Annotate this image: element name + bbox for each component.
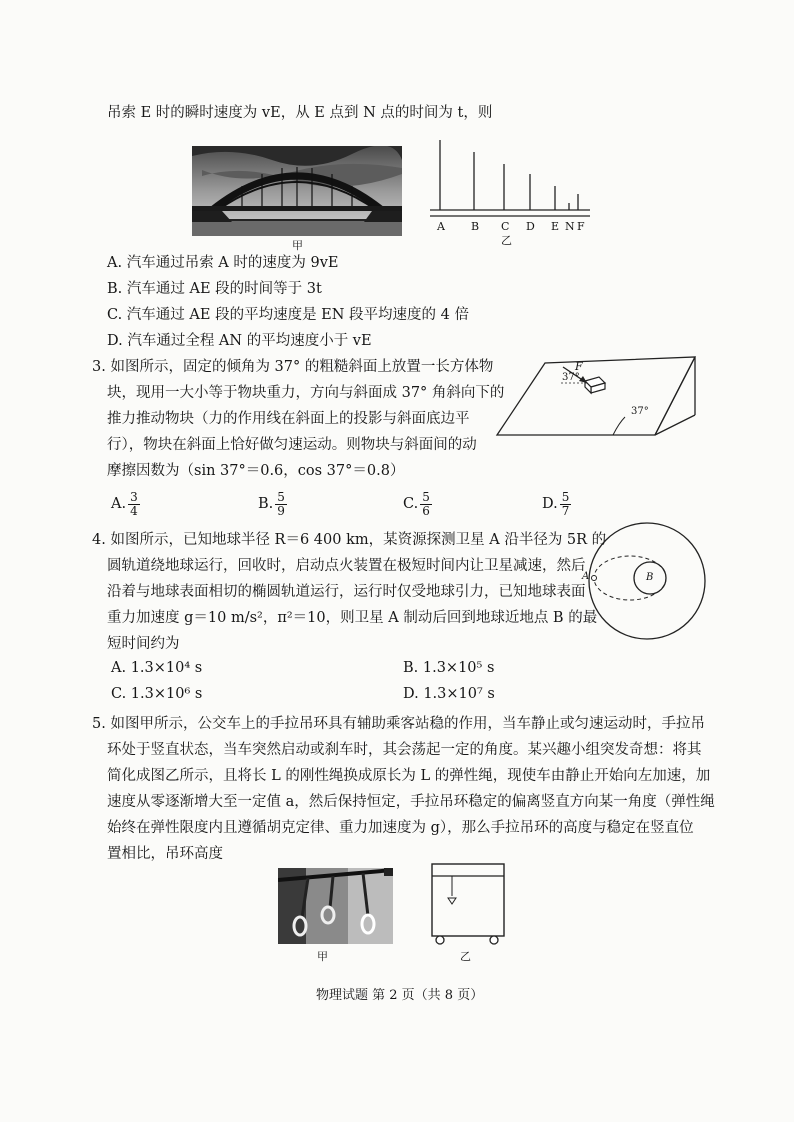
q5-stem-line-4: 速度从零逐渐增大至一定值 a，然后保持恒定，手拉吊环稳定的偏离竖直方向某一角度（弹性绳 — [107, 794, 715, 810]
q5-stem-line-1: 5. 如图甲所示，公交车上的手拉吊环具有辅助乘客站稳的作用，当车静止或匀速运动时，手拉吊 — [92, 716, 705, 732]
q3-stem-line-5: 摩擦因数为（sin 37°＝0.6，cos 37°＝0.8） — [107, 463, 405, 479]
q3-fig-angle-label-1: 37° — [562, 372, 580, 383]
q2-option-c: C. 汽车通过 AE 段的平均速度是 EN 段平均速度的 4 倍 — [107, 307, 470, 323]
q5-fig-yi-caption: 乙 — [460, 950, 471, 963]
q5-stem-line-5: 始终在弹性限度内且遵循胡克定律、重力加速度为 g），那么手拉吊环的高度与稳定在竖直位 — [107, 820, 694, 836]
page-footer: 物理试题 第 2 页（共 8 页） — [316, 988, 484, 1003]
bus-handle-photo — [278, 868, 393, 944]
q4-stem-line-3: 沿着与地球表面相切的椭圆轨道运行，运行时仅受地球引力，已知地球表面 — [107, 584, 586, 600]
q2-option-d: D. 汽车通过全程 AN 的平均速度小于 vE — [107, 333, 372, 349]
q3-fig-angle-label-2: 37° — [631, 406, 649, 417]
q2-option-b: B. 汽车通过 AE 段的时间等于 3t — [107, 281, 322, 297]
q3-stem-line-2: 块，现用一大小等于物块重力，方向与斜面成 37° 角斜向下的 — [107, 385, 505, 401]
q3-stem-line-3: 推力推动物块（力的作用线在斜面上的投影与斜面底边平 — [107, 411, 470, 427]
bus-diagram — [430, 862, 506, 948]
q4-fig-label-b: B — [646, 572, 654, 583]
q2-intro-line: 吊索 E 时的瞬时速度为 vE，从 E 点到 N 点的时间为 t，则 — [107, 105, 493, 121]
q4-option-b: B. 1.3×10⁵ s — [403, 660, 495, 676]
q4-stem-line-5: 短时间约为 — [107, 636, 180, 652]
q2-fig-jia-caption: 甲 — [292, 239, 303, 252]
q3-stem-line-1: 3. 如图所示，固定的倾角为 37° 的粗糙斜面上放置一长方体物 — [92, 359, 494, 375]
q3-option-c: C. $\frac{5}{6}$ — [403, 489, 430, 518]
q4-stem-line-2: 圆轨道绕地球运行，回收时，启动点火装置在极短时间内让卫星减速，然后 — [107, 558, 586, 574]
q4-option-d: D. 1.3×10⁷ s — [403, 686, 495, 702]
q4-fig-label-a: A — [582, 571, 590, 582]
q4-option-a: A. 1.3×10⁴ s — [111, 660, 203, 676]
axis-label-c: C — [501, 220, 510, 233]
q4-stem-line-1: 4. 如图所示，已知地球半径 R＝6 400 km，某资源探测卫星 A 沿半径为 5R 的 — [92, 532, 607, 548]
q5-stem-line-2: 环处于竖直状态，当车突然启动或刹车时，其会荡起一定的角度。某兴趣小组突发奇想：将其 — [107, 742, 702, 758]
q3-stem-line-4: 行），物块在斜面上恰好做匀速运动。则物块与斜面间的动 — [107, 437, 477, 453]
q3-fig-force-label: F — [575, 360, 583, 373]
incline-figure — [495, 355, 705, 450]
q3-option-d: D. $\frac{5}{7}$ — [542, 489, 570, 518]
q4-stem-line-4: 重力加速度 g＝10 m/s²，π²＝10，则卫星 A 制动后回到地球近地点 B 的最 — [107, 610, 598, 626]
q2-fig-yi-caption: 乙 — [501, 234, 512, 247]
axis-label-n: N — [565, 220, 575, 233]
axis-label-b: B — [471, 220, 480, 233]
q3-option-b: B. $\frac{5}{9}$ — [258, 489, 285, 518]
q5-stem-line-6: 置相比，吊环高度 — [107, 846, 223, 862]
q2-option-a: A. 汽车通过吊索 A 时的速度为 9vE — [107, 255, 339, 271]
axis-label-e: E — [551, 220, 560, 233]
axis-label-d: D — [526, 220, 535, 233]
axis-label-a: A — [437, 220, 445, 233]
q4-option-c: C. 1.3×10⁶ s — [111, 686, 203, 702]
q3-option-a: A. $\frac{3}{4}$ — [111, 489, 138, 518]
bridge-photo — [192, 146, 402, 236]
axis-label-f: F — [577, 220, 585, 233]
q5-fig-jia-caption: 甲 — [317, 950, 328, 963]
q5-stem-line-3: 简化成图乙所示，且将长 L 的刚性绳换成原长为 L 的弹性绳，现使车由静止开始向左加速，加 — [107, 768, 711, 784]
